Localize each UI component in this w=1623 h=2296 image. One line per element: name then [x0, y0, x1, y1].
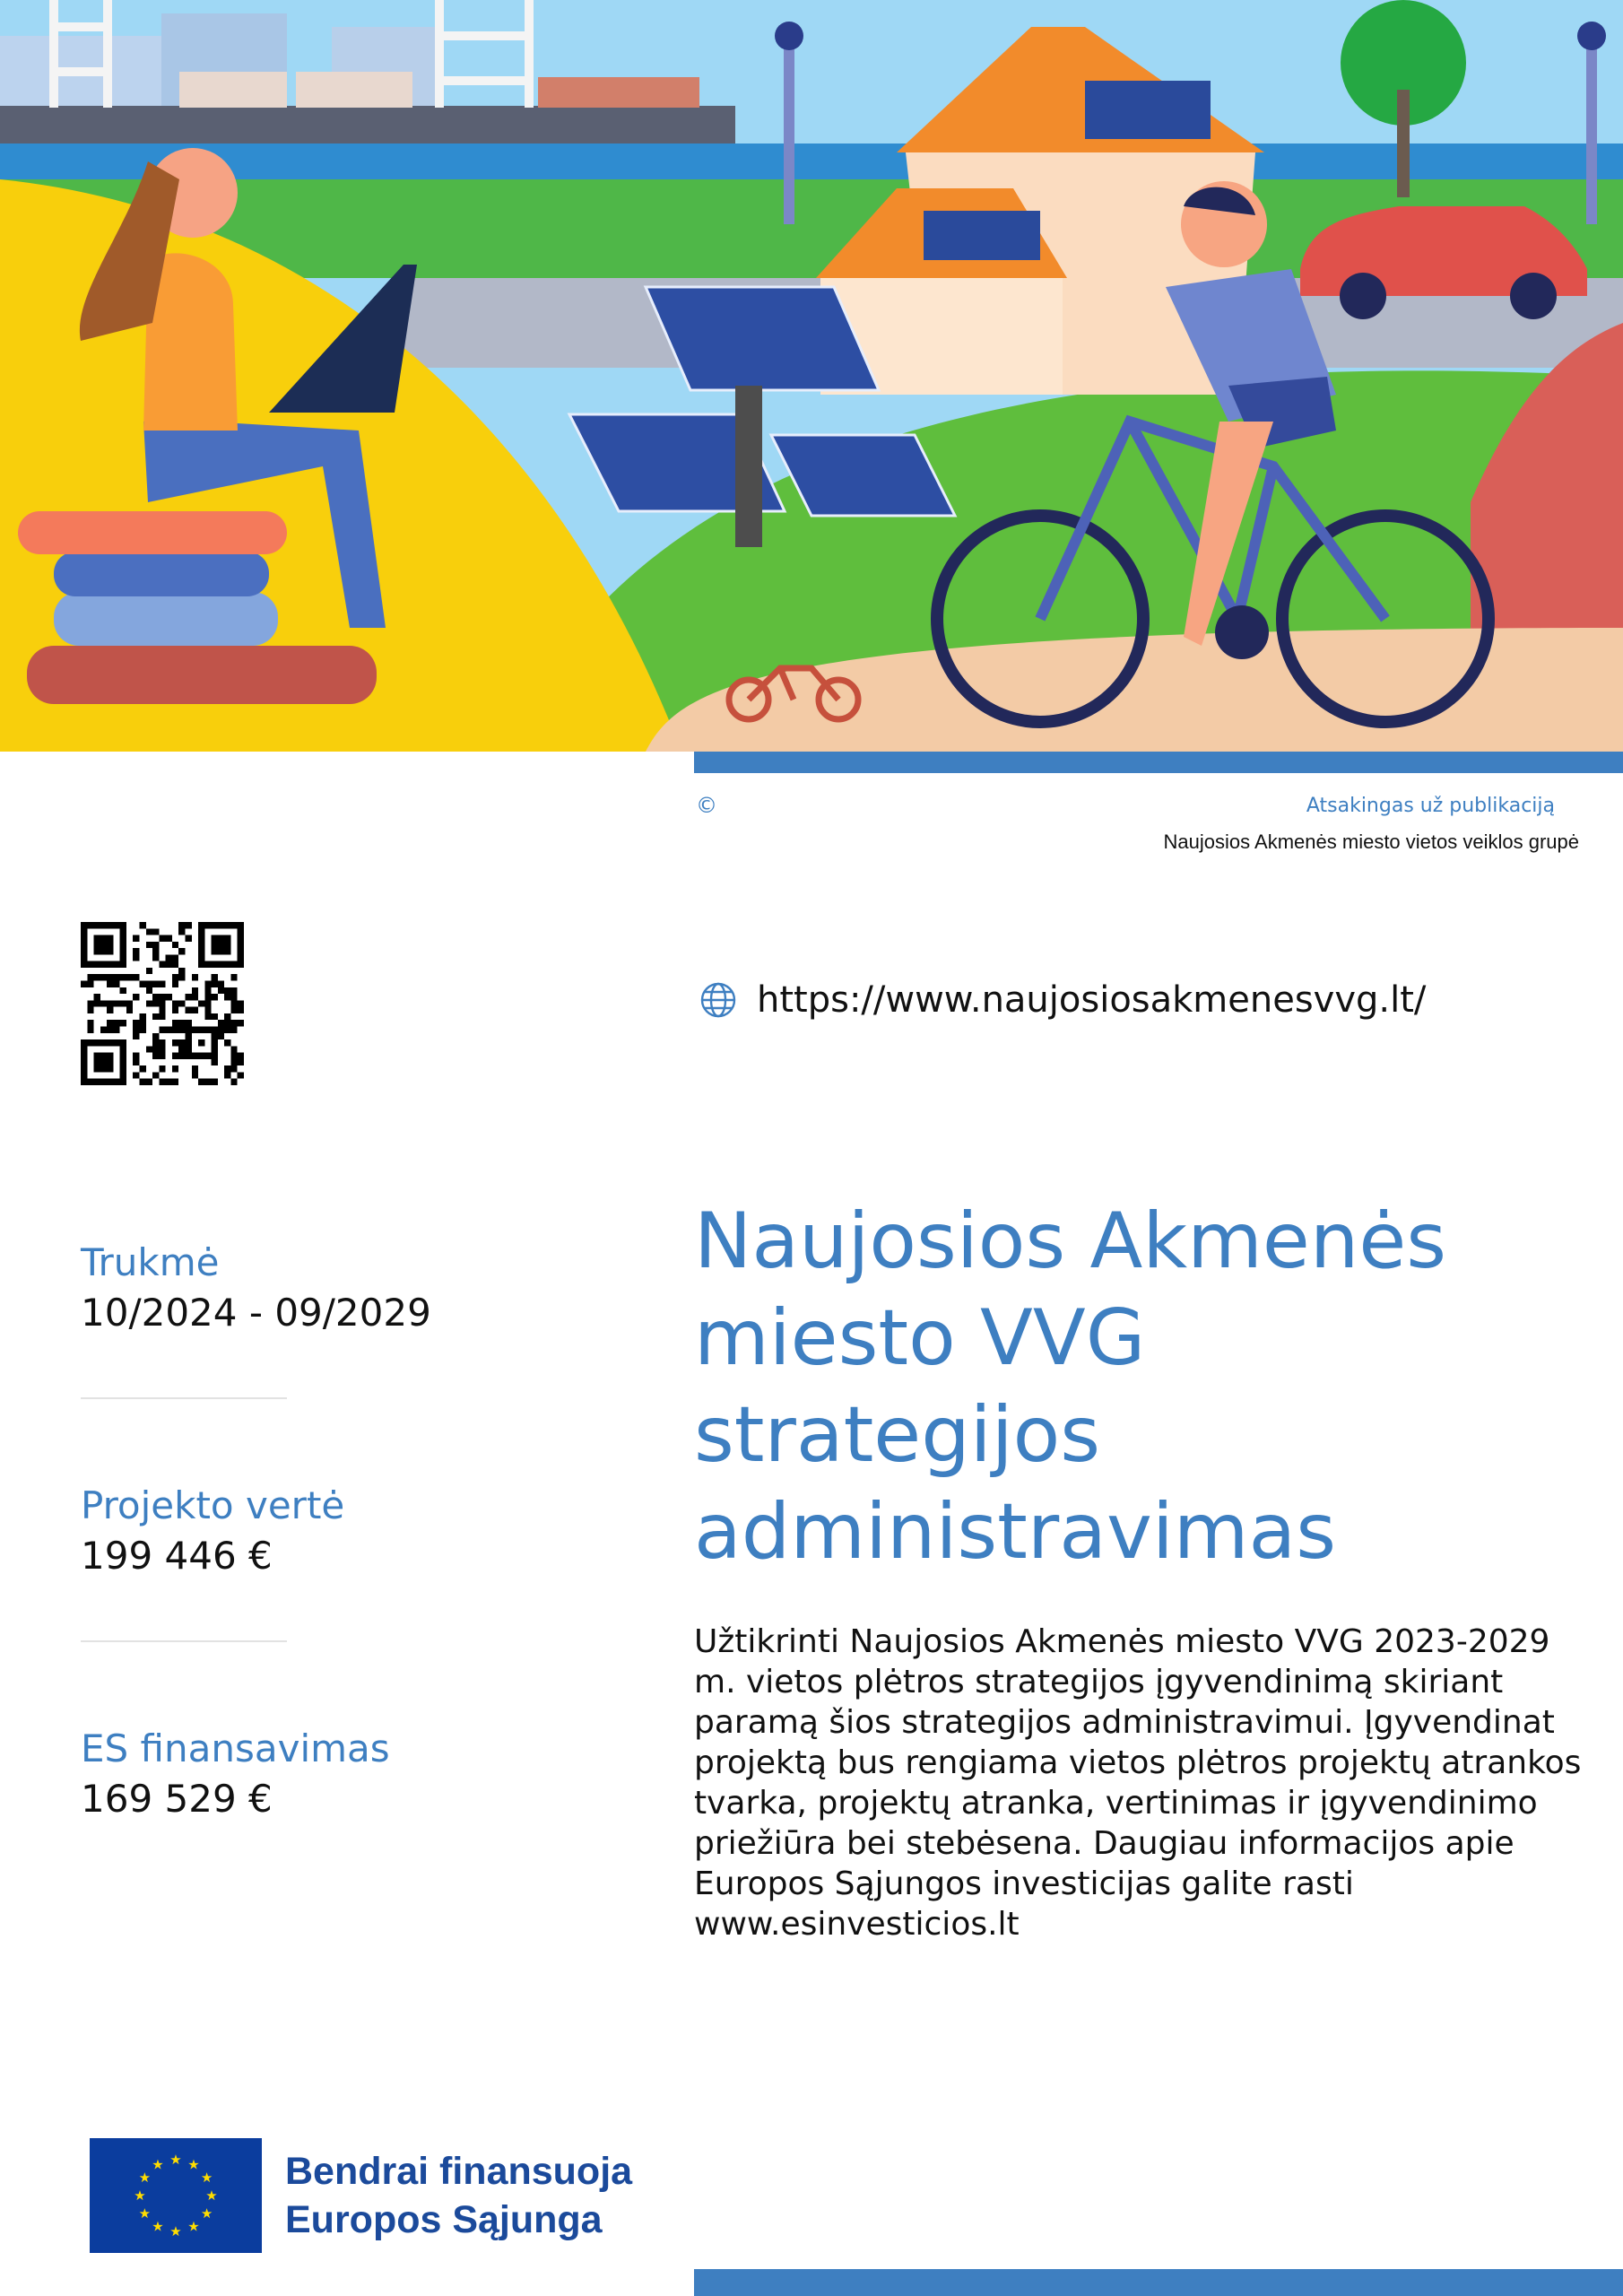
eu-star: ★ — [169, 2152, 182, 2168]
eu-star: ★ — [152, 2218, 164, 2235]
eu-star: ★ — [134, 2187, 146, 2204]
eu-star: ★ — [200, 2170, 213, 2186]
project-description: Užtikrinti Naujosios Akmenės miesto VVG 2023-2029 m. vietos plėtros strategijos įgyvendinimą skiriant paramą šios strategijos administravimui. Įgyvendinat projektą bus rengiama vietos plėtros projektų atrankos tvarka, projektų atranka, vertinimas ir įgyvendinimo priežiūra bei stebėsena. Daugiau informacijos apie Europos Sąjungos investicijas galite rasti www.esinvesticios.lt — [694, 1623, 1582, 1943]
globe-icon — [699, 981, 737, 1019]
fact-project-value — [81, 1481, 619, 1724]
eu-star: ★ — [138, 2205, 152, 2222]
fact-value: 169 529 € — [81, 1777, 273, 1821]
fact-label: ES finansavimas — [81, 1726, 390, 1770]
divider — [81, 1397, 287, 1399]
fact-label: Trukmė — [81, 1240, 220, 1284]
fact-eu-funding — [81, 1724, 619, 1967]
qr-code[interactable] — [81, 922, 244, 1085]
copyright-symbol: © — [696, 793, 717, 818]
eu-star: ★ — [187, 2156, 200, 2173]
project-title: Naujosios Akmenės miesto VVG strategijos administravimas — [694, 1196, 1447, 1577]
project-facts — [81, 1238, 619, 1967]
eu-star: ★ — [187, 2218, 200, 2235]
eu-star: ★ — [138, 2170, 152, 2186]
fact-label: Projekto vertė — [81, 1483, 345, 1527]
eu-text-line-1: Bendrai finansuoja — [285, 2150, 633, 2193]
eu-star: ★ — [205, 2187, 218, 2204]
eu-star: ★ — [200, 2205, 213, 2222]
responsible-organization: Naujosios Akmenės miesto vietos veiklos grupė — [1163, 831, 1579, 853]
eu-funding-text — [285, 2147, 632, 2244]
hero-illustration — [0, 0, 1623, 752]
fact-duration — [81, 1238, 619, 1481]
responsible-label: Atsakingas už publikaciją — [1306, 795, 1555, 817]
fact-value: 199 446 € — [81, 1534, 273, 1578]
website-link[interactable] — [699, 979, 1426, 1021]
eu-star: ★ — [152, 2156, 164, 2173]
eu-text-line-2: Europos Sąjunga — [285, 2198, 603, 2241]
divider — [81, 1640, 287, 1642]
accent-bar-top — [694, 752, 1623, 773]
eu-star: ★ — [169, 2223, 182, 2239]
eu-funding-logo — [90, 2138, 632, 2253]
website-url[interactable]: https://www.naujosiosakmenesvvg.lt/ — [757, 979, 1427, 1021]
fact-value: 10/2024 - 09/2029 — [81, 1291, 431, 1335]
accent-bar-bottom — [694, 2269, 1623, 2296]
eu-flag-icon — [90, 2138, 262, 2253]
